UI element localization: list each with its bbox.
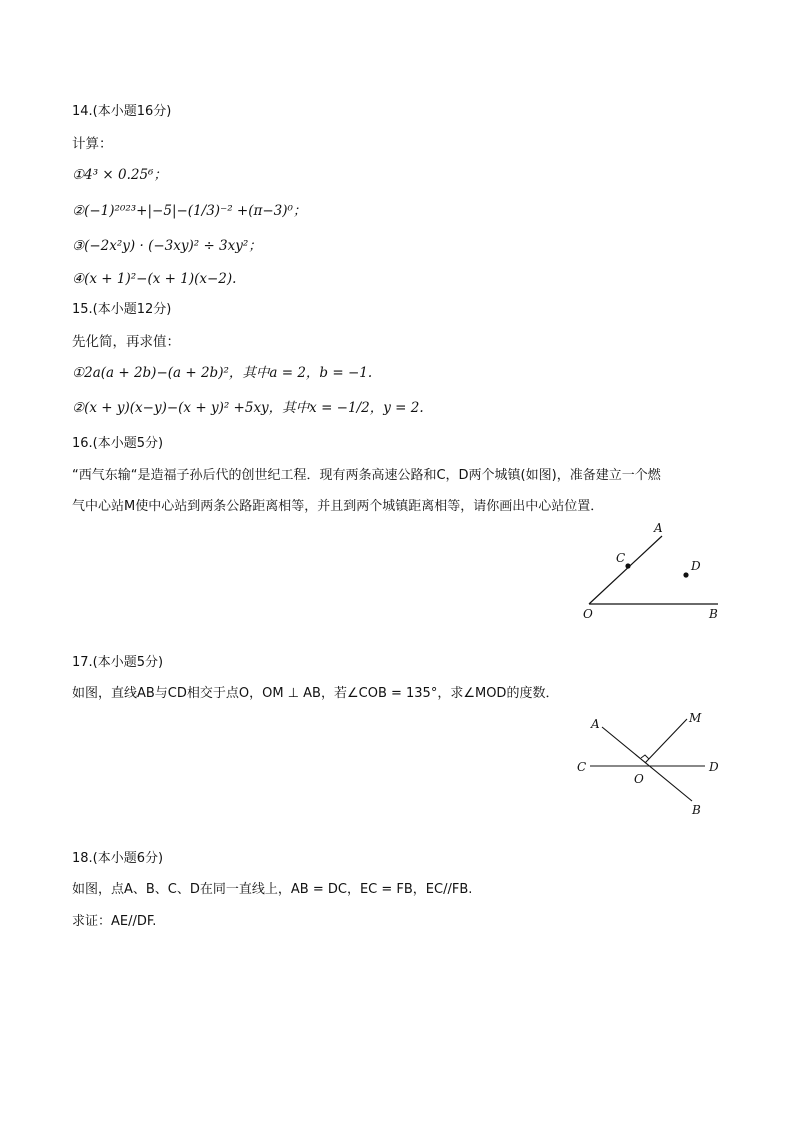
label-a: A xyxy=(591,717,600,731)
problem-17-text: 如图，直线AB与CD相交于点O，OM ⊥ AB，若∠COB = 135°，求∠MOD的度数． xyxy=(72,686,559,701)
problem-15-heading: 15.(本小题12分) xyxy=(72,302,172,317)
problem-15-prompt: 先化简，再求值： xyxy=(72,334,180,350)
label-d: D xyxy=(691,559,701,573)
label-d: D xyxy=(709,760,719,774)
problem-15-item-1: ①2a(a + 2b)−(a + 2b)²，其中a = 2，b = −1. xyxy=(72,365,373,381)
town-c-point xyxy=(625,563,630,568)
label-o: O xyxy=(634,772,644,786)
label-c: C xyxy=(577,760,587,774)
problem-14-item-1: ①4³ × 0.25⁶； xyxy=(72,167,167,183)
problem-18-text: 如图，点A、B、C、D在同一直线上，AB = DC，EC = FB，EC//FB. xyxy=(72,882,473,897)
ray-oa xyxy=(589,536,662,604)
problem-14-prompt: 计算： xyxy=(72,136,113,152)
problem-18-heading: 18.(本小题6分) xyxy=(72,851,164,866)
problem-15-item-2: ②(x + y)(x−y)−(x + y)² +5xy，其中x = −1/2，y = 2. xyxy=(72,400,424,416)
problem-16-text-line-2: 气中心站M使中心站到两条公路距离相等，并且到两个城镇距离相等，请你画出中心站位置． xyxy=(72,499,604,514)
ray-om xyxy=(645,719,687,763)
problem-16-text-line-1: “西气东输“是造福子孙后代的创世纪工程．现有两条高速公路和C，D两个城镇(如图)，准备建立一个燃 xyxy=(72,468,661,483)
problem-14-item-2: ②(−1)²⁰²³+|−5|−(1/3)⁻² +(π−3)⁰； xyxy=(72,203,307,219)
problem-17-heading: 17.(本小题5分) xyxy=(72,655,164,670)
problem-14-item-3: ③(−2x²y) · (−3xy)² ÷ 3xy²； xyxy=(72,238,262,254)
problem-18-proof: 求证：AE//DF. xyxy=(72,914,157,929)
problem-14-heading: 14.(本小题16分) xyxy=(72,104,172,119)
label-o: O xyxy=(583,607,593,621)
right-angle-mark xyxy=(641,755,649,759)
label-c: C xyxy=(616,551,626,565)
label-m: M xyxy=(689,711,702,725)
line-ab xyxy=(602,727,692,801)
town-d-point xyxy=(683,572,688,577)
problem-17-figure xyxy=(570,705,730,820)
label-b: B xyxy=(692,803,701,817)
problem-14-item-4: ④(x + 1)²−(x + 1)(x−2). xyxy=(72,271,237,287)
problem-16-heading: 16.(本小题5分) xyxy=(72,436,164,451)
label-a: A xyxy=(654,521,663,535)
problem-16-figure xyxy=(570,515,730,625)
label-b: B xyxy=(709,607,718,621)
